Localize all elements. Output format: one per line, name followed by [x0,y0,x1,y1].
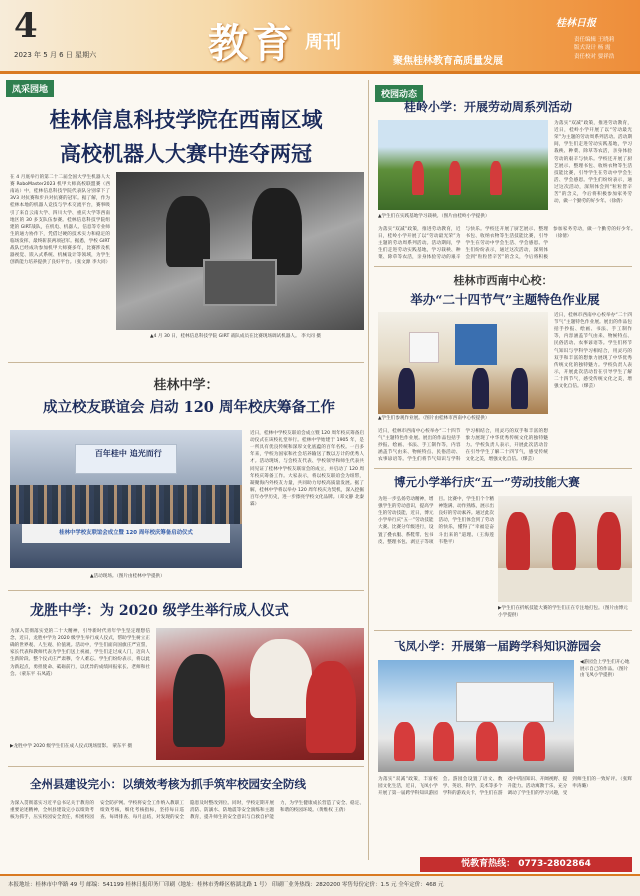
story-divider [8,362,364,363]
solar-body-left: 近日，桂林市西南中心校举办“二十四节气”主题特色作业展。展出的作品包括手抄报、绘画、书法、手工制作等，内容涵盖节气由来、物候特点、民俗活动、农事谚语等。学生们将节气知识与学科学习相结合，用灵巧的双手和丰富的想象力展现了中华优秀传统文化的独特魅力。学校负责人表示，开展此次活动旨在引导学生了解二十四节气，感受传统文化之美，增强文化自信。（缪芸） [378,429,548,463]
ceremony-caption-text: ▶龙胜中学 2020 级学生们在成人仪式现场留影。 [10,744,111,749]
solar-photo [378,312,548,414]
solar-body-right: 近日，桂林市西南中心校举办“二十四节气”主题特色作业展。展出的作品包括手抄报、绘画、书法、手工制作等，内容涵盖节气由来、物候特点、民俗活动、农事谚语等。学生们将节气知识与学科学习相结合，用灵巧的双手和丰富的想象力展现了中华优秀传统文化的独特魅力。学校负责人表示，开展此次活动旨在引导学生了解二十四节气，感受传统文化之美，增强文化自信。（缪芸） [554,313,632,390]
editor-credits [574,36,614,61]
labor-photo [378,120,548,210]
page-number: 4 [14,6,38,46]
column-divider [368,80,369,860]
lead-body: 在 4 月底举行的第二十二届全国大学生机器人大赛 RoboMaster2023 机甲大师高校联盟赛（西南站）中，桂林信息科技学院代表队分别拿下了 3V3 对抗赛和步兵对抗赛的冠军。据了解，作为桂林本地的机器人竞技与学术交流平台，赛事吸引了来自云南大学、四川大学、重庆大学等西南地区的 30 多支队伍参赛。桂林信息科技学院组建的 GIRT战队，在机电、机器人、信息等专业师生的通力协作下，凭借过硬的技术实力和稳定的临场发挥，最终斩获两项冠军。据悉，学校 GIRT 战队已经成功参加机甲大师赛多年，比赛涉及机器视觉、嵌入式系统、机械设计等领域，为学生创新能力培养提供了良好平台。（张文源 李大同） [10,175,111,266]
lead-headline-line2: 高校机器人大赛中连夺两冠 [60,141,312,166]
issue-date: 2023 年 5 月 6 日 星期六 [14,51,97,59]
craft-caption: ▶学生们在折纸技能大赛的学生们正在专注地打包。（图片由博元小学提供） [498,606,628,618]
story-divider [374,266,632,267]
craft-body: 为进一步弘扬劳动精神，增强学生的劳动意识，提高学生的劳动技能，近日，博元小学举行庆“五一”劳动技能大赛。比赛分年级进行，设置了叠衣服、系鞋带、包书皮、整理书包、剥豆子等项目。比赛中，学生们个个精神饱满、动作熟练，展示出良好的劳动素养。通过此次活动，学生们体会到了劳动的快乐，懂得了“幸福是奋斗出来的”道理。（王海莲 韦艳平） [378,497,494,545]
labor-body-right: 为落实“双减”政策，推进劳动教育，近日，桂岭小学开展了以“劳动最光荣”为主题的劳动周系列活动。活动期间，学生们走进劳动实践基地，学习栽秧、种菜、除草等农活，亲身体验劳动的艰辛与快乐。学校还开展了厨艺展示、整理书包、收纳衣物等生活技能比赛，引导学生在劳动中学会生活、学会感恩。学生们纷纷表示，通过这次活动，深刻体会到“粒粒皆辛苦”的含义，今后将积极参加家务劳动，做一个勤劳的好少年。（徐倩） [554,121,632,205]
knowledge-headline: 飞凤小学：开展第一届跨学科知识游园会 [394,639,601,653]
safety-body: 为深入贯彻落实习近平总书记关于教育的重要论述精神，全州县建设完小以绩效考核为抓手，压实校园安全责任，织密校园安全防护网。学校将安全工作纳入教职工绩效考核，细化考核指标，坚持每日巡查、每周排查、每月总结，对发现的安全隐患及时整改到位。同时，学校定期开展消防、防溺水、防地震等安全演练和主题教育，提升师生的安全意识与自救自护能力，为学生健康成长营造了安全、稳定、和谐的校园环境。（黄维权 王倩） [10,801,364,821]
solar-headline: 举办“二十四节气”主题特色作业展 [410,292,600,307]
newspaper-logo: 桂林日报 [556,18,596,29]
masthead-slogan: 聚焦桂林教育高质量发展 [393,56,503,67]
section-tag-left: 凤采园地 [6,80,54,97]
story-divider [374,468,632,469]
craft-photo [498,496,632,602]
ceremony-body: 为深入贯彻落实党的二十大精神，引导新时代青年学生坚定理想信念，近日，龙胜中学为 2020 级学生举行成人仪式，帮助学生树立正确的世界观、人生观、价值观。活动中，学生们面向国旗庄严宣誓，家长代表和教师代表为学生们送上祝福，学生们走过成人门，迈向人生新阶段。整个仪式庄严肃穆，令人难忘。学生们纷纷表示，将以此为新起点，勇担使命、砥砺前行，以优异的成绩回报家长、老师和社会。（蒙东平 石凤霞） [10,629,150,677]
section-tag-right: 校园动态 [375,85,423,102]
ceremony-photo [156,628,364,760]
lead-photo [116,172,364,330]
alumni-headline: 成立校友联谊会 启动 120 周年校庆筹备工作 [43,399,335,416]
labor-headline: 桂岭小学：开展劳动周系列活动 [404,100,573,114]
solar-caption: ▲学生们参观作业展。（图片由桂林市西南中心校提供） [378,416,490,421]
alumni-caption: ▲活动现场。（图片由桂林中学提供） [90,574,165,579]
credit-editor: 责任编辑 王晓莉 [574,37,615,43]
alumni-body: 近日，桂林中学校友联谊会成立暨 120 周年校庆筹备启动仪式在该校礼堂举行。桂林中学始建于 1905 年，是一所具有优良传统和深厚文化底蕴的百年名校。一百多年来，学校为国家和社会培养输送了数以万计的优秀人才。活动现场，与会校友代表、学校领导和师生代表共同见证了桂林中学校友联谊会的成立，并启动了 120 周年校庆筹备工作。大家表示，将以校友联谊会为纽带，凝聚海内外校友力量，共同助力母校高质量发展。据了解，桂林中学将以举办 120 周年校庆为契机，深入挖掘百年办学历史，进一步擦亮学校文化品牌。（邓文静 北秦霖） [250,431,365,508]
labor-caption: ▲学生们在实践基地学习栽秧。（图片由桂岭小学提供） [378,214,490,219]
ceremony-caption-byline: 蒙东平 摄 [112,744,133,749]
knowledge-body: 为落实“双减”政策，丰富校园文化生活，近日，飞凤小学开展了第一届跨学科知识游园会。游园会设置了语文、数学、英语、科学、美术等多个学科的游戏关卡，学生们在游戏中巩固知识、开阔视野、提升能力。活动寓教于乐，充分调动了学生们的学习兴趣，受到师生们的一致好评。（张辉 申涛璐） [378,777,632,797]
lead-caption-text: ▲4 月 30 日，桂林信息科技学院 GIRT 战队成员在比赛现场调试机器人。 [150,334,300,339]
alumni-photo-stage-text: 桂林中学校友联谊会成立暨 120 周年校庆筹备启动仪式 [59,529,193,536]
story-divider [374,630,632,631]
lead-headline-line1: 桂林信息科技学院在西南区域 [49,107,323,132]
solar-kicker: 桂林市西南中心校： [453,274,553,287]
ceremony-headline: 龙胜中学：为 2020 级学生举行成人仪式 [30,603,289,619]
alumni-photo [10,430,242,568]
hotline-banner: 悦教育热线： 0773-2802864 [420,857,632,872]
alumni-photo-banner-text: 百年桂中 追光而行 [94,448,162,458]
knowledge-photo [378,660,574,772]
ceremony-caption [10,744,150,751]
masthead-subtitle: 周刊 [305,32,341,53]
alumni-kicker: 桂林中学： [153,378,219,393]
story-divider [8,590,364,591]
masthead-title: 教育 [208,20,296,67]
labor-body-left: 为落实“双减”政策，推进劳动教育，近日，桂岭小学开展了以“劳动最光荣”为主题的劳动周系列活动。活动期间，学生们走进劳动实践基地，学习栽秧、种菜、除草等农活，亲身体验劳动的艰辛与快乐。学校还开展了厨艺展示、整理书包、收纳衣物等生活技能比赛，引导学生在劳动中学会生活、学会感恩。学生们纷纷表示，通过这次活动，深刻体会到“粒粒皆辛苦”的含义，今后将积极参加家务劳动，做一个勤劳的好少年。（徐倩） [378,227,636,261]
footer-info: 本报地址：桂林市中华路 49 号 邮编：541199 桂林日报印务厂印刷（地址：桂林市秀峰区榕湖北路 1 号） 印刷厂业务热线：2820200 零售每份定价：1.5 元 全年定价：468 元 [8,882,444,888]
craft-headline: 博元小学举行庆“五一”劳动技能大赛 [394,475,580,489]
knowledge-caption: ◀游园会上学生们开心地展示自己的作品。（图片由飞凤小学提供） [580,660,630,679]
lead-caption [150,334,364,341]
story-divider [8,766,364,767]
credit-designer: 版式设计 杨 霞 [574,45,611,52]
lead-caption-byline: 李大同 摄 [301,334,321,339]
safety-headline: 全州县建设完小：以绩效考核为抓手筑牢校园安全防线 [30,777,306,791]
credit-proofreader: 责任校对 要祥浩 [574,53,615,60]
